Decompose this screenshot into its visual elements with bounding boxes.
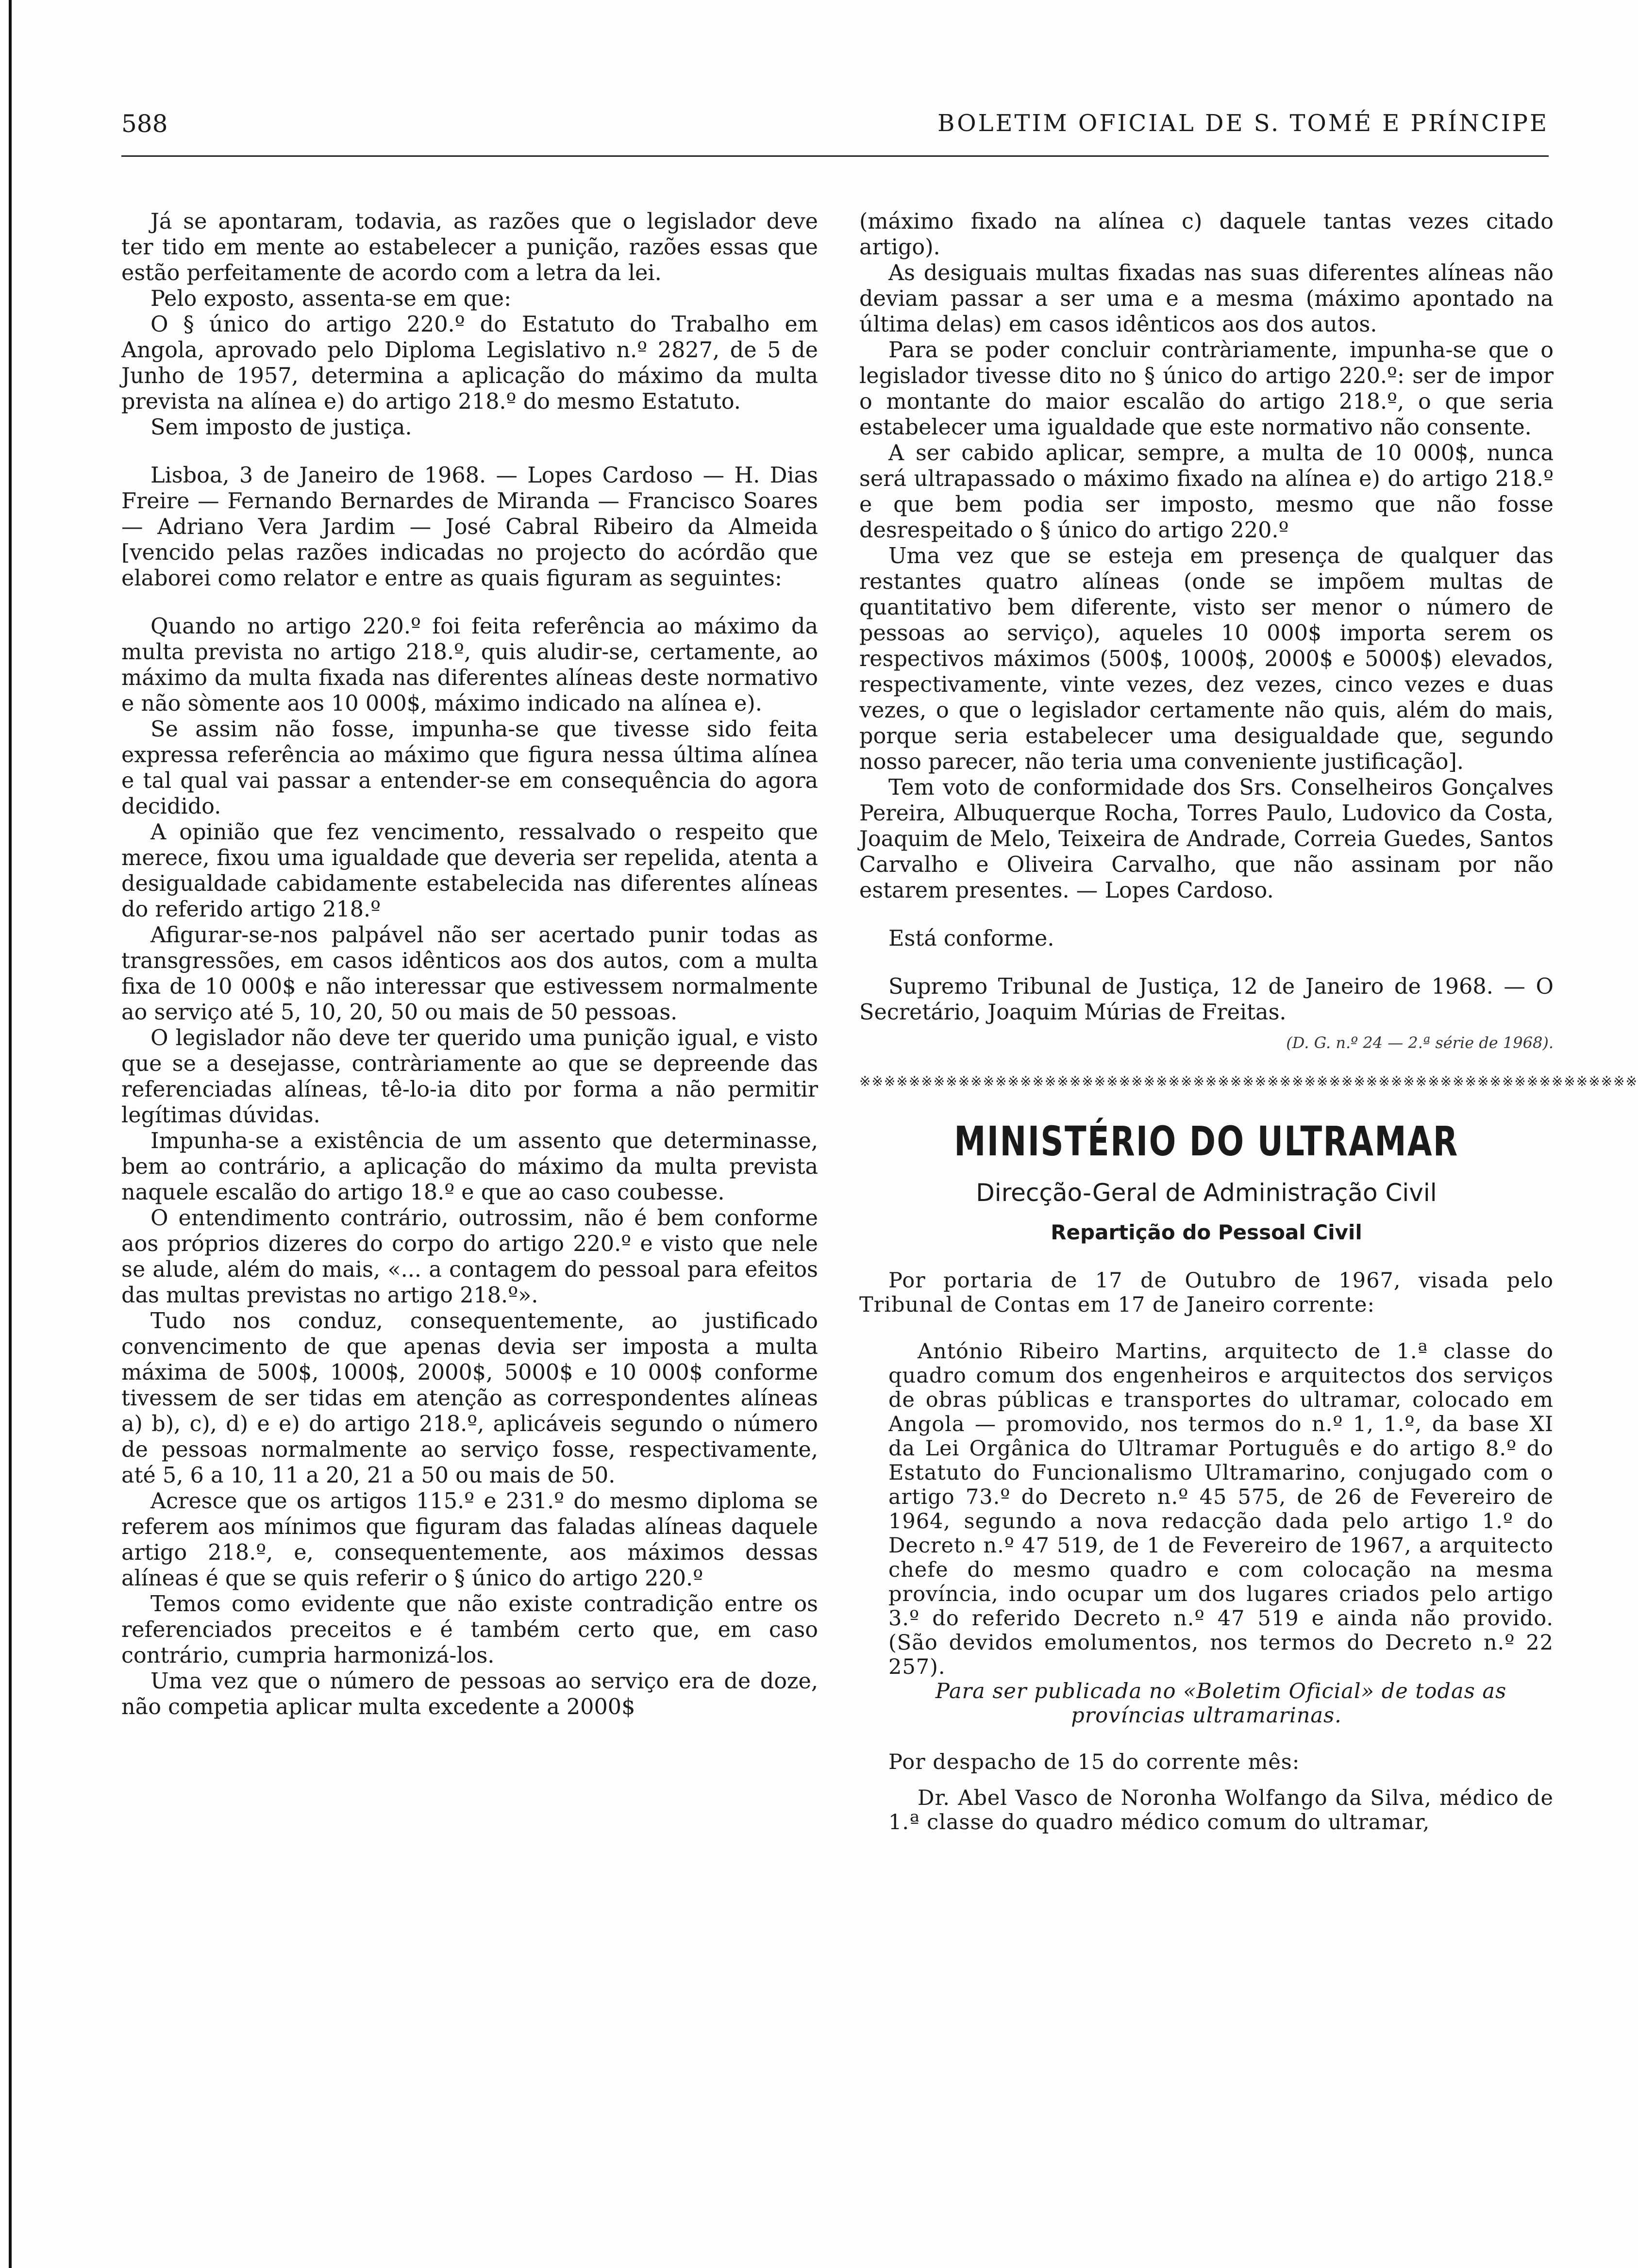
paragraph: Tudo nos conduz, consequentemente, ao justificado convencimento de que apenas devia ser imposta a multa máxima de 500$, 1000$, 2000$, 5000$ e 10 000$ conforme tivessem de ser tidas em atenção as correspondentes alíneas a) b), c), d) e e) do artigo 218.º, aplicáveis segundo o número de pessoas normalmente ao serviço fosse, respectivamente, até 5, 6 a 10, 11 a 20, 21 a 50 ou mais de 50.	[121, 1309, 818, 1488]
paragraph: Para se poder concluir contràriamente, impunha-se que o legislador tivesse dito no § único do artigo 220.º: ser de impor o montante do maior escalão do artigo 218.º, o que seria estabelecer uma igualdade que este normativo não consente.	[859, 338, 1554, 440]
paragraph: Uma vez que o número de pessoas ao serviço era de doze, não competia aplicar multa excedente a 2000$	[121, 1669, 818, 1719]
paragraph: As desiguais multas fixadas nas suas diferentes alíneas não deviam passar a ser uma e a mesma (máximo apontado na última delas) em casos idênticos aos dos autos.	[859, 261, 1554, 337]
scan-edge	[9, 0, 12, 2268]
paragraph: Por despacho de 15 do corrente mês:	[888, 1750, 1300, 1774]
direction-heading: Direcção-Geral de Administração Civil	[976, 1179, 1437, 1207]
paragraph: Afigurar-se-nos palpável não ser acertado punir todas as transgressões, em casos idênticos aos dos autos, com a multa fixa de 10 000$ e não interessar que estivessem normalmente ao serviço até 5, 10, 20, 50 ou mais de 50 pessoas.	[121, 923, 818, 1025]
paragraph: Sem imposto de justiça.	[150, 415, 412, 440]
paragraph: Está conforme.	[888, 926, 1054, 951]
ornament-rule: ※※※※※※※※※※※※※※※※※※※※※※※※※※※※※※※※※※※※※※※※※※※※※※※※※※※※※※※※※※※※※※※	[859, 1073, 1638, 1089]
right-column	[859, 209, 1638, 1834]
ruling-quote: O § único do artigo 220.º do Estatuto do Trabalho em Angola, aprovado pelo Diploma Legislativo n.º 2827, de 5 de Junho de 1957, determina a aplicação do máximo da multa prevista na alínea e) do artigo 218.º do mesmo Estatuto.	[121, 312, 818, 414]
appointment-entry: António Ribeiro Martins, arquitecto de 1.ª classe do quadro comum dos engenheiros e arquitectos dos serviços de obras públicas e transportes do ultramar, colocado em Angola — promovido, nos termos do n.º 1, 1.º, da base XI da Lei Orgânica do Ultramar Português e do artigo 8.º do Estatuto do Funcionalismo Ultramarino, conjugado com o artigo 73.º do Decreto n.º 45 575, de 26 de Fevereiro de 1964, segundo a nova redacção dada pelo artigo 1.º do Decreto n.º 47 519, de 1 de Fevereiro de 1967, a arquitecto chefe do mesmo quadro e com colocação na mesma província, indo ocupar um dos lugares criados pelo artigo 3.º do referido Decreto n.º 47 519 e ainda não provido. (São devidos emolumentos, nos termos do Decreto n.º 22 257).	[888, 1339, 1554, 1679]
appointment-entry: Dr. Abel Vasco de Noronha Wolfango da Silva, médico de 1.ª classe do quadro médico comum do ultramar,	[888, 1786, 1554, 1834]
page-header	[121, 110, 1549, 144]
paragraph: Já se apontaram, todavia, as razões que o legislador deve ter tido em mente ao estabelecer a punição, razões essas que estão perfeitamente de acordo com a letra da lei.	[121, 209, 818, 285]
ministry-heading: MINISTÉRIO DO ULTRAMAR	[954, 1117, 1459, 1165]
page-number: 588	[121, 110, 168, 138]
paragraph: O legislador não deve ter querido uma punição igual, e visto que se a desejasse, contràriamente ao que se depreende das referenciadas alíneas, tê-lo-ia dito por forma a não permitir legítimas dúvidas.	[121, 1026, 818, 1128]
paragraph: Por portaria de 17 de Outubro de 1967, visada pelo Tribunal de Contas em 17 de Janeiro corrente:	[859, 1268, 1554, 1317]
repartition-heading: Repartição do Pessoal Civil	[1051, 1220, 1362, 1244]
left-column	[121, 209, 818, 1720]
ministry-section	[859, 1268, 1554, 1834]
paragraph: Se assim não fosse, impunha-se que tivesse sido feita expressa referência ao máximo que figura nessa última alínea e tal qual vai passar a entender-se em consequência do agora decidido.	[121, 717, 818, 819]
paragraph: Temos como evidente que não existe contradição entre os referenciados preceitos e é também certo que, em caso contrário, cumpria harmonizá-los.	[121, 1592, 818, 1668]
paragraph: Pelo exposto, assenta-se em que:	[150, 286, 512, 311]
paragraph: A opinião que fez vencimento, ressalvado o respeito que merece, fixou uma igualdade que deveria ser repelida, atenta a desigualdade cabidamente estabelecida nas diferentes alíneas do referido artigo 218.º	[121, 820, 818, 922]
running-title: BOLETIM OFICIAL DE S. TOMÉ E PRÍNCIPE	[937, 110, 1549, 137]
paragraph: (máximo fixado na alínea c) daquele tantas vezes citado artigo).	[859, 209, 1554, 260]
signature-paragraph: Lisboa, 3 de Janeiro de 1968. — Lopes Cardoso — H. Dias Freire — Fernando Bernardes de Miranda — Francisco Soares — Adriano Vera Jardim — José Cabral Ribeiro da Almeida [vencido pelas razões indicadas no projecto do acórdão que elaborei como relator e entre as quais figuram as seguintes:	[121, 463, 818, 591]
paragraph: A ser cabido aplicar, sempre, a multa de 10 000$, nunca será ultrapassado o máximo fixado na alínea e) do artigo 218.º e que bem podia ser imposto, mesmo que não fosse desrespeitado o § único do artigo 220.º	[859, 441, 1554, 543]
paragraph: Quando no artigo 220.º foi feita referência ao máximo da multa prevista no artigo 218.º, quis aludir-se, certamente, ao máximo da multa fixada nas diferentes alíneas deste normativo e não sòmente aos 10 000$, máximo indicado na alínea e).	[121, 614, 818, 716]
header-rule	[121, 155, 1549, 157]
closing-paragraph: Supremo Tribunal de Justiça, 12 de Janeiro de 1968. — O Secretário, Joaquim Múrias de Freitas.	[859, 974, 1554, 1025]
paragraph: Tem voto de conformidade dos Srs. Conselheiros Gonçalves Pereira, Albuquerque Rocha, Torres Paulo, Ludovico da Costa, Joaquim de Melo, Teixeira de Andrade, Correia Guedes, Santos Carvalho e Oliveira Carvalho, que não assinam por não estarem presentes. — Lopes Cardoso.	[859, 775, 1554, 903]
source-citation: (D. G. n.º 24 — 2.ª série de 1968).	[1286, 1034, 1554, 1052]
publication-note: Para ser publicada no «Boletim Oficial» de todas as províncias ultramarinas.	[935, 1679, 1507, 1728]
paragraph: Acresce que os artigos 115.º e 231.º do mesmo diploma se referem aos mínimos que figuram das faladas alíneas daquele artigo 218.º, e, consequentemente, aos máximos dessas alíneas é que se quis referir o § único do artigo 220.º	[121, 1489, 818, 1591]
paragraph: Impunha-se a existência de um assento que determinasse, bem ao contrário, a aplicação do máximo da multa prevista naquele escalão do artigo 18.º e que ao caso coubesse.	[121, 1129, 818, 1205]
paragraph: O entendimento contrário, outrossim, não é bem conforme aos próprios dizeres do corpo do artigo 220.º e visto que nele se alude, além do mais, «... a contagem do pessoal para efeitos das multas previstas no artigo 218.º».	[121, 1206, 818, 1308]
paragraph: Uma vez que se esteja em presença de qualquer das restantes quatro alíneas (onde se impõem multas de quantitativo bem diferente, visto ser menor o número de pessoas ao serviço), aqueles 10 000$ importa serem os respectivos máximos (500$, 1000$, 2000$ e 5000$) elevados, respectivamente, vinte vezes, dez vezes, cinco vezes e duas vezes, o que o legislador certamente não quis, além do mais, porque seria estabelecer uma desigualdade que, segundo nosso parecer, não teria uma conveniente justificação].	[859, 544, 1554, 774]
